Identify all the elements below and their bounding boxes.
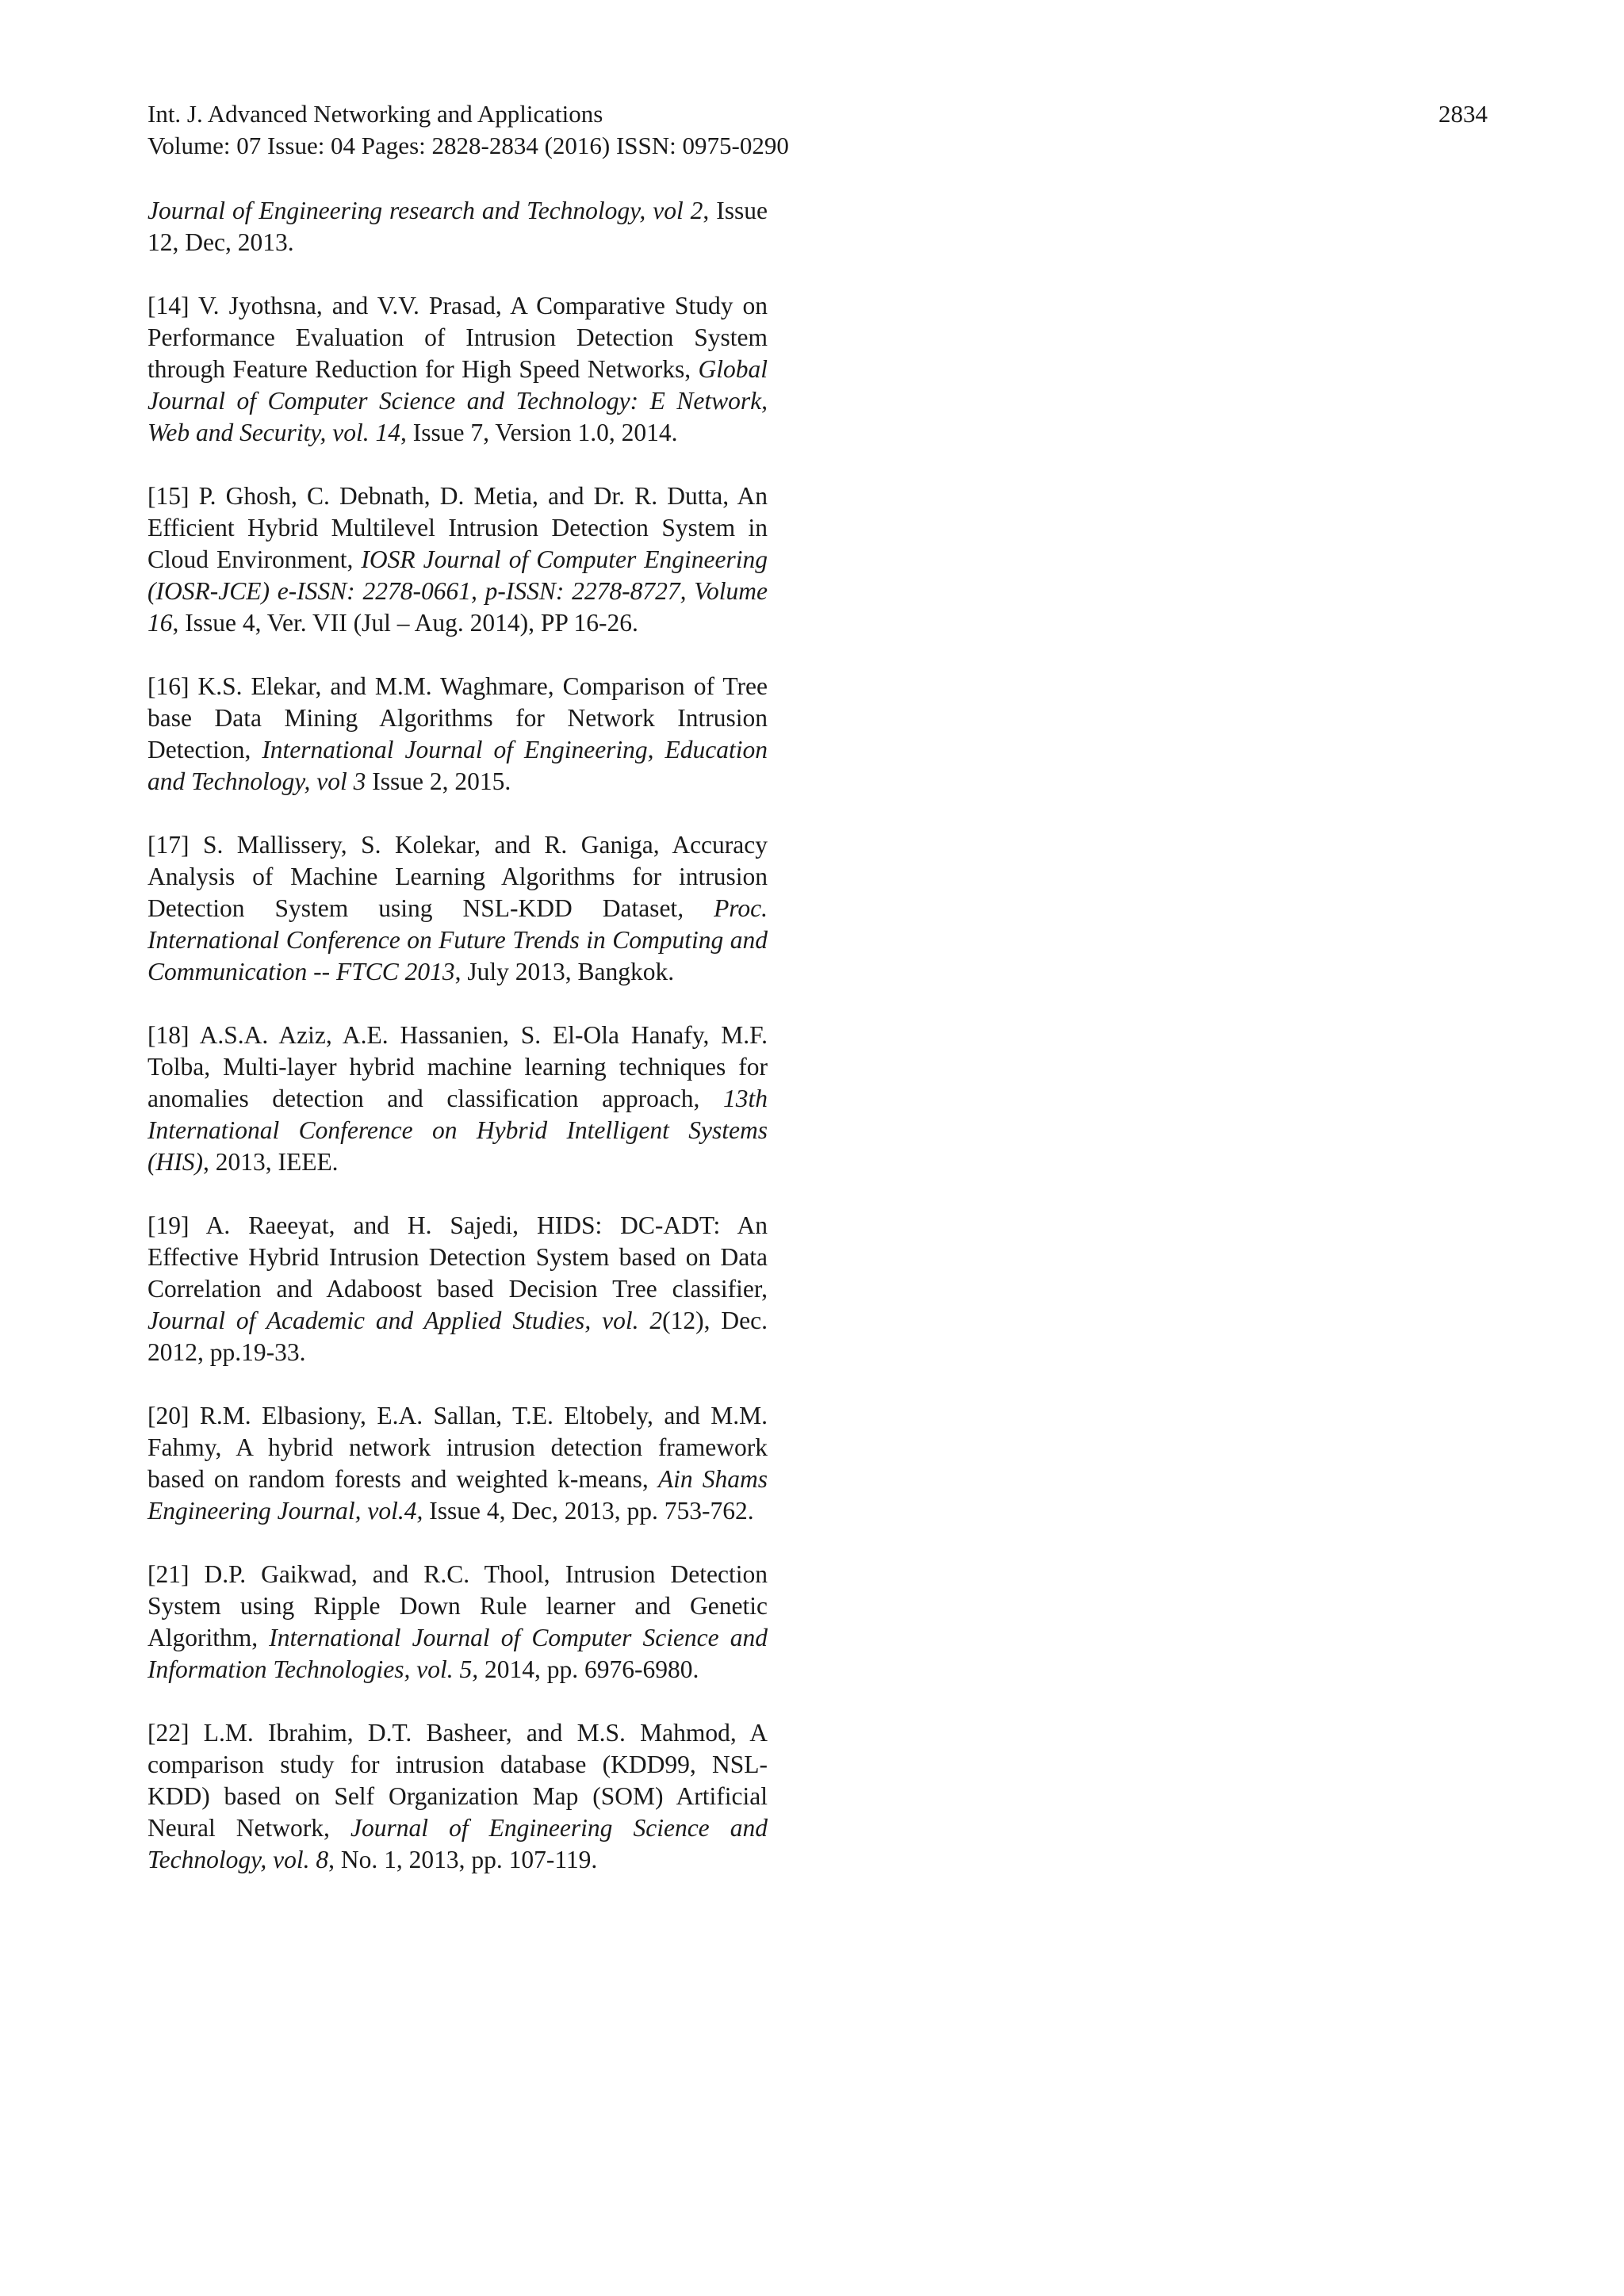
reference-entry xyxy=(147,195,768,258)
reference-text: [22] L.M. Ibrahim, D.T. Basheer, and M.S. Mahmod, A comparison study for intrusion database (KDD99, NSL-KDD) based on Self Organization Map (SOM) Artificial Neural Network, xyxy=(147,1719,768,1842)
journal-title: Int. J. Advanced Networking and Applications xyxy=(147,100,603,128)
reference-source: , Proc. International Conference on Future Trends in Computing and Communication -- FTCC 2013 xyxy=(147,894,768,985)
reference-entry xyxy=(147,829,768,988)
reference-text: [20] R.M. Elbasiony, E.A. Sallan, T.E. Eltobely, and M.M. Fahmy, A hybrid network intrusion detection framework based on random forests and weighted k-means, xyxy=(147,1402,768,1493)
reference-text: [18] A.S.A. Aziz, A.E. Hassanien, S. El-Ola Hanafy, M.F. Tolba, Multi-layer hybrid machine learning techniques for anomalies detection and classification approach, xyxy=(147,1021,768,1112)
reference-text: (12), Dec. 2012, pp.19-33. xyxy=(147,1307,768,1366)
reference-text: , Issue 4, Ver. VII (Jul – Aug. 2014), PP 16-26. xyxy=(172,609,638,637)
reference-text: [15] P. Ghosh, C. Debnath, D. Metia, and Dr. R. Dutta, An Efficient Hybrid Multilevel Intrusion Detection System in Cloud Environment, xyxy=(147,482,768,573)
reference-text: Issue 2, 2015. xyxy=(366,767,511,795)
reference-source: 13th International Conference on Hybrid Intelligent Systems (HIS) xyxy=(147,1085,768,1176)
page-header xyxy=(147,98,1488,162)
reference-entry xyxy=(147,1717,768,1876)
reference-text: [21] D.P. Gaikwad, and R.C. Thool, Intrusion Detection System using Ripple Down Rule learner and Genetic Algorithm, xyxy=(147,1560,768,1651)
reference-source: International Journal of Engineering, Education and Technology, vol 3 xyxy=(147,736,768,795)
reference-entry xyxy=(147,1400,768,1527)
volume-info: Volume: 07 Issue: 04 Pages: 2828-2834 (2016) ISSN: 0975-0290 xyxy=(147,132,789,159)
reference-text: , Issue 12, Dec, 2013. xyxy=(147,197,768,256)
reference-text: [14] V. Jyothsna, and V.V. Prasad, A Comparative Study on Performance Evaluation of Intrusion Detection System through Feature Reduction for High Speed Networks, xyxy=(147,292,768,383)
reference-text: , Issue 7, Version 1.0, 2014. xyxy=(400,419,678,446)
reference-source: International Journal of Computer Science and Information Technologies, vol. 5, xyxy=(147,1624,768,1683)
reference-entry xyxy=(147,671,768,798)
reference-text: , July 2013, Bangkok. xyxy=(454,958,675,985)
reference-source: Ain Shams Engineering Journal, vol.4, xyxy=(147,1465,768,1525)
reference-text: [19] A. Raeeyat, and H. Sajedi, HIDS: DC-ADT: An Effective Hybrid Intrusion Detection System based on Data Correlation and Adaboost based Decision Tree classifier, xyxy=(147,1211,768,1303)
reference-text: 2014, pp. 6976-6980. xyxy=(478,1655,699,1683)
reference-entry xyxy=(147,480,768,639)
reference-entry xyxy=(147,1020,768,1178)
reference-entry xyxy=(147,1210,768,1368)
reference-text: , No. 1, 2013, pp. 107-119. xyxy=(328,1846,598,1873)
reference-source: Global Journal of Computer Science and Technology: E Network, Web and Security, vol. 14 xyxy=(147,355,768,446)
page-number: 2834 xyxy=(1438,100,1488,128)
reference-list xyxy=(147,195,768,1908)
reference-source: Journal of Academic and Applied Studies, vol. 2 xyxy=(147,1307,663,1334)
reference-source: Journal of Engineering Science and Technology, vol. 8 xyxy=(147,1814,768,1873)
reference-source: IOSR Journal of Computer Engineering (IOSR-JCE) e-ISSN: 2278-0661, p-ISSN: 2278-8727, Volume 16 xyxy=(147,545,768,637)
reference-entry xyxy=(147,290,768,449)
reference-text: , 2013, IEEE. xyxy=(202,1148,339,1176)
reference-source: Journal of Engineering research and Technology, vol 2 xyxy=(147,197,703,224)
reference-text: [17] S. Mallissery, S. Kolekar, and R. Ganiga, Accuracy Analysis of Machine Learning Algorithms for intrusion Detection System using NSL-KDD Dataset xyxy=(147,831,768,922)
reference-text: Issue 4, Dec, 2013, pp. 753-762. xyxy=(423,1497,754,1525)
reference-entry xyxy=(147,1559,768,1686)
reference-text: [16] K.S. Elekar, and M.M. Waghmare, Comparison of Tree base Data Mining Algorithms for Network Intrusion Detection, xyxy=(147,672,768,763)
